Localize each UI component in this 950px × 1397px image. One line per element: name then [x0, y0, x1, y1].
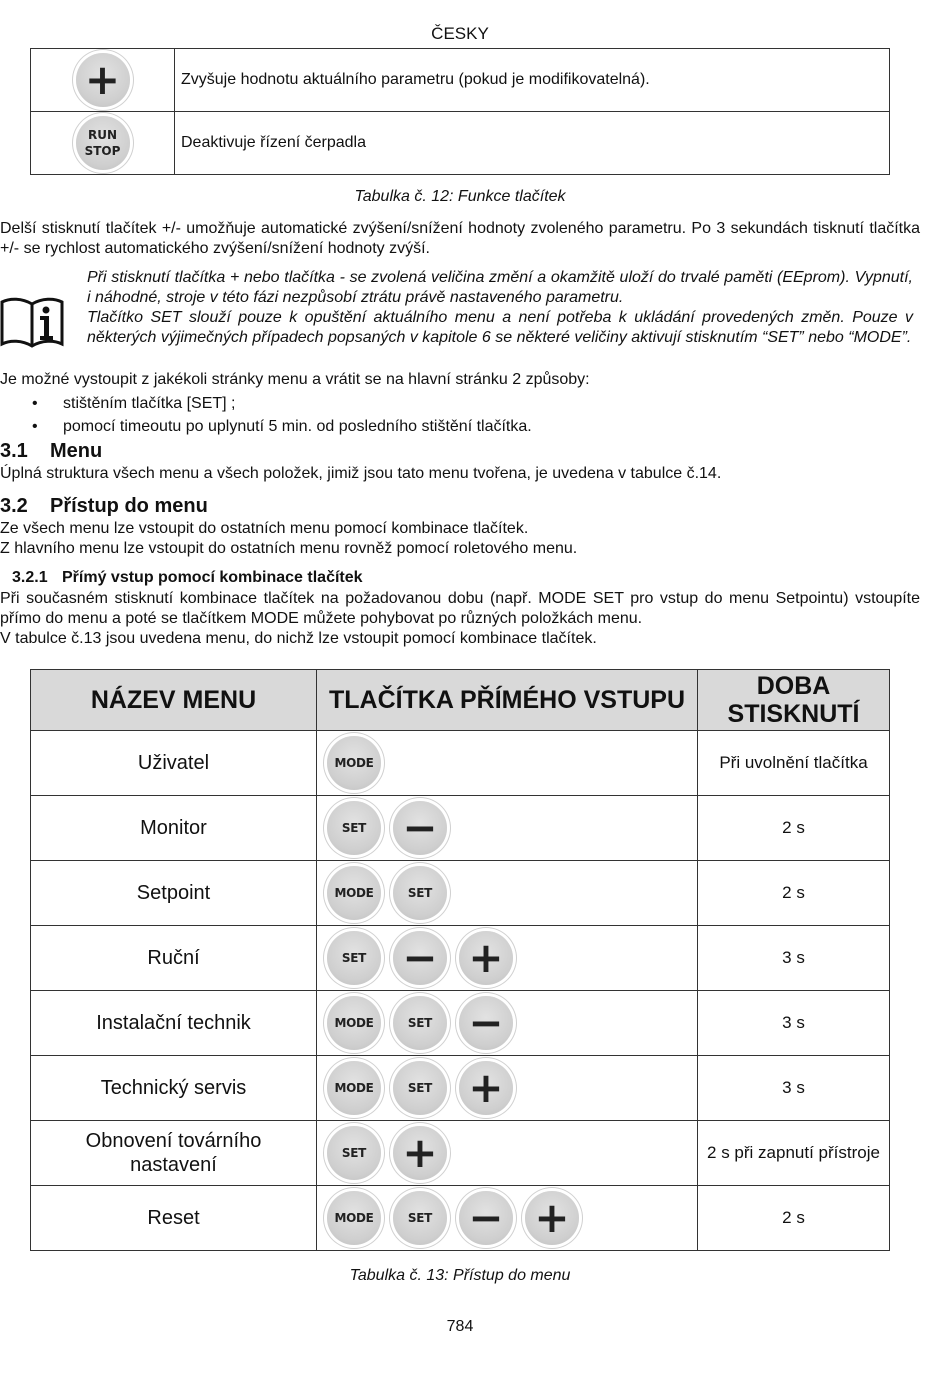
- menu-name: Instalační technik: [31, 991, 317, 1056]
- table-row: [31, 796, 890, 861]
- table-row: [31, 926, 890, 991]
- table-row: [31, 49, 890, 112]
- plus-icon: +: [76, 53, 130, 107]
- table-row: [31, 861, 890, 926]
- table-row: [31, 1121, 890, 1186]
- table-row: [31, 1186, 890, 1251]
- button-combination: [317, 1056, 698, 1121]
- button-combination: [317, 861, 698, 926]
- press-duration: 2 s při zapnutí přístroje: [698, 1121, 890, 1186]
- menu-name: Technický servis: [31, 1056, 317, 1121]
- header-duration-line-1: DOBA: [756, 672, 831, 700]
- description-cell: Zvyšuje hodnotu aktuálního parametru (pokud je modifikovatelná).: [175, 49, 890, 112]
- press-duration: 2 s: [698, 1186, 890, 1251]
- section-3-2-line-1: Ze všech menu lze vstoupit do ostatních menu pomocí kombinace tlačítek.: [0, 520, 529, 537]
- press-duration: 3 s: [698, 991, 890, 1056]
- table-row: [31, 1056, 890, 1121]
- menu-access-table: [30, 669, 890, 1251]
- menu-name-line-2: nastavení: [130, 1154, 217, 1176]
- menu-name: Setpoint: [31, 861, 317, 926]
- mode-button-icon: MODE: [327, 866, 381, 920]
- table-header-row: [31, 670, 890, 731]
- plus-icon: +: [525, 1191, 579, 1245]
- menu-name: Monitor: [31, 796, 317, 861]
- section-3-2-1-text: Při současném stisknutí kombinace tlačítek na požadovanou dobu (např. MODE SET pro vstup do menu Setpointu) vstoupíte přímo do menu a poté se tlačítkem MODE můžete pohybovat po různých položkách menu.: [0, 590, 920, 627]
- note-line-1: Při stisknutí tlačítka + nebo tlačítka - se zvolená veličina změní a okamžitě uloží do trvalé paměti (EEprom). Vypnutí, i náhodné, stroje v této fázi nezpůsobí ztrátu právě nastaveného parametru.: [87, 269, 913, 306]
- list-item: • stištěním tlačítka [SET] ;: [0, 392, 920, 415]
- set-button-icon: SET: [327, 931, 381, 985]
- plus-icon: +: [459, 1061, 513, 1115]
- table13-caption: Tabulka č. 13: Přístup do menu: [349, 1267, 571, 1284]
- section-3-2-1-text-2: V tabulce č.13 jsou uvedena menu, do nichž lze vstoupit pomocí kombinace tlačítek.: [0, 630, 597, 647]
- section-3-2-line-2: Z hlavního menu lze vstoupit do ostatních menu rovněž pomocí roletového menu.: [0, 540, 578, 557]
- section-3-1-text: Úplná struktura všech menu a všech položek, jimiž jsou tato menu tvořena, je uvedena v tabulce č.14.: [0, 465, 722, 482]
- button-combination: [317, 991, 698, 1056]
- section-number: 3.2: [0, 495, 28, 517]
- section-number: 3.2.1: [12, 569, 48, 586]
- section-3-1-heading: [0, 440, 102, 463]
- section-title: Menu: [50, 440, 103, 462]
- table12-caption: Tabulka č. 12: Funkce tlačítek: [354, 188, 566, 205]
- section-title: Přímý vstup pomocí kombinace tlačítek: [62, 569, 363, 586]
- run-label: RUN: [87, 128, 118, 142]
- menu-name: Ruční: [31, 926, 317, 991]
- plus-icon: +: [393, 1126, 447, 1180]
- table-row: [31, 112, 890, 175]
- press-duration: 2 s: [698, 796, 890, 861]
- menu-name: [31, 1121, 317, 1186]
- exit-paragraph: Je možné vystoupit z jakékoli stránky menu a vrátit se na hlavní stránku 2 způsoby:: [0, 371, 590, 388]
- description-cell: Deaktivuje řízení čerpadla: [175, 112, 890, 175]
- list-item: • pomocí timeoutu po uplynutí 5 min. od posledního stištění tlačítka.: [0, 415, 920, 438]
- page-number: 784: [446, 1318, 474, 1335]
- header-menu-name: NÁZEV MENU: [31, 670, 317, 731]
- exit-methods-list: [0, 392, 920, 438]
- set-button-icon: SET: [393, 866, 447, 920]
- mode-button-icon: MODE: [327, 1191, 381, 1245]
- icon-cell: [31, 49, 175, 112]
- section-3-2-1-heading: [12, 569, 363, 587]
- button-functions-table: [30, 48, 890, 175]
- header-duration: [698, 670, 890, 731]
- press-duration: 3 s: [698, 1056, 890, 1121]
- run-stop-icon: [76, 116, 130, 170]
- icon-cell: [31, 112, 175, 175]
- minus-icon: −: [393, 931, 447, 985]
- button-combination: [317, 926, 698, 991]
- set-button-icon: SET: [393, 996, 447, 1050]
- set-button-icon: SET: [393, 1191, 447, 1245]
- minus-icon: −: [459, 996, 513, 1050]
- press-duration: 3 s: [698, 926, 890, 991]
- set-button-icon: SET: [393, 1061, 447, 1115]
- long-press-paragraph: Delší stisknutí tlačítek +/- umožňuje automatické zvýšení/snížení hodnoty zvoleného parametru. Po 3 sekundách tisknutí tlačítka +/- se rychlost automatického zvýšení/snížení hodnoty zvýší.: [0, 220, 920, 257]
- stop-label: STOP: [84, 144, 121, 158]
- button-combination: [317, 1121, 698, 1186]
- press-duration: 2 s: [698, 861, 890, 926]
- press-duration: Při uvolnění tlačítka: [698, 731, 890, 796]
- plus-icon: +: [459, 931, 513, 985]
- section-title: Přístup do menu: [50, 495, 208, 517]
- menu-name: Uživatel: [31, 731, 317, 796]
- table-row: [31, 731, 890, 796]
- button-combination: [317, 1186, 698, 1251]
- section-3-2-heading: [0, 495, 208, 518]
- menu-name-line-1: Obnovení továrního: [85, 1130, 262, 1152]
- button-combination: [317, 796, 698, 861]
- menu-name: Reset: [31, 1186, 317, 1251]
- note-line-2: Tlačítko SET slouží pouze k opuštění aktuálního menu a není potřeba k ukládání provedených změn. Pouze v některých výjimečných případech popsaných v kapitole 6 se některé veličiny aktivují stisknutím “SET” nebo “MODE”.: [87, 309, 913, 346]
- header-duration-line-2: STISKNUTÍ: [727, 700, 860, 728]
- table-row: [31, 991, 890, 1056]
- language-header: ČESKY: [431, 24, 489, 43]
- set-button-icon: SET: [327, 1126, 381, 1180]
- set-button-icon: SET: [327, 801, 381, 855]
- info-book-icon: [0, 296, 64, 348]
- mode-button-icon: MODE: [327, 1061, 381, 1115]
- note-text: [87, 268, 913, 348]
- minus-icon: −: [393, 801, 447, 855]
- minus-icon: −: [459, 1191, 513, 1245]
- section-number: 3.1: [0, 440, 28, 462]
- button-combination: [317, 731, 698, 796]
- header-buttons: TLAČÍTKA PŘÍMÉHO VSTUPU: [317, 670, 698, 731]
- mode-button-icon: MODE: [327, 996, 381, 1050]
- mode-button-icon: MODE: [327, 736, 381, 790]
